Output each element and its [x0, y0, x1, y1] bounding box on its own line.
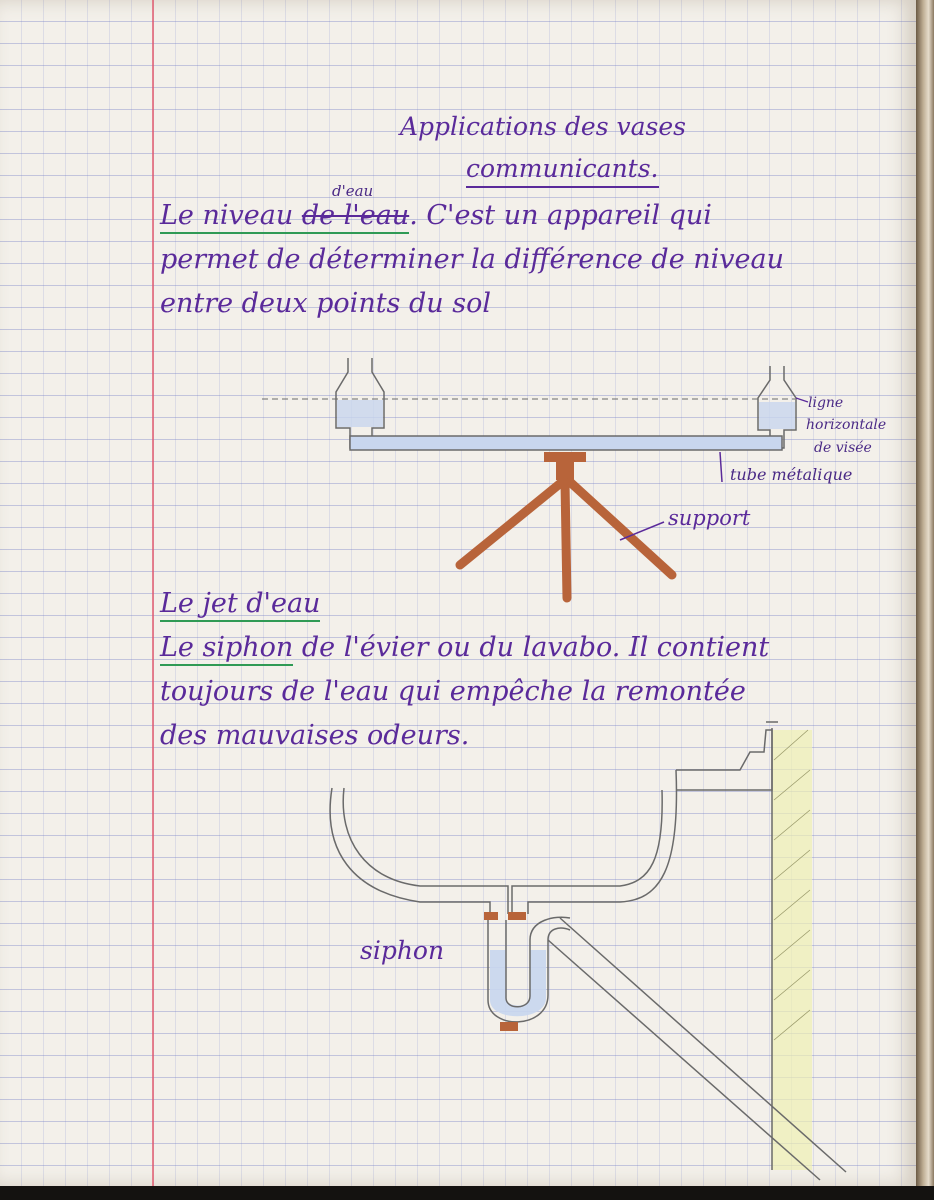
- level-line-2: permet de déterminer la différence de niveau: [160, 244, 785, 275]
- wall-bracket: [676, 730, 772, 790]
- jet-heading: Le jet d'eau: [160, 588, 320, 622]
- label-support: support: [668, 506, 751, 530]
- siphon-heading: Le siphon: [160, 632, 293, 666]
- level-line-3: entre deux points du sol: [160, 288, 492, 319]
- drain-collar-right: [508, 912, 526, 920]
- wall-fill: [772, 730, 812, 1170]
- level-heading: Le niveau: [160, 200, 294, 231]
- page-title-line-1: Applications des vases: [400, 112, 686, 141]
- level-line-1-rest: . C'est un appareil qui: [409, 200, 712, 231]
- inserted-word: d'eau: [332, 182, 374, 200]
- label-sight-line-1: ligne: [808, 395, 844, 411]
- siphon-line-3: des mauvaises odeurs.: [160, 720, 470, 751]
- drain-collar-left: [484, 912, 498, 920]
- basin-inner-right: [512, 790, 662, 914]
- basin-outer-right: [528, 770, 677, 914]
- siphon-label: siphon: [360, 936, 445, 965]
- label-sight-line-2: horizontale: [806, 417, 887, 433]
- label-sight-line-3: de visée: [814, 440, 872, 456]
- siphon-line-1-rest: de l'évier ou du lavabo. Il contient: [293, 632, 770, 663]
- page-title-underlined: communicants.: [466, 154, 659, 188]
- basin-outer: [330, 788, 490, 914]
- struck-word: de l'eau: [301, 200, 410, 231]
- siphon-line-2: toujours de l'eau qui empêche la remontée: [160, 676, 746, 707]
- label-tube: tube métalique: [730, 465, 853, 484]
- siphon-plug: [500, 1022, 518, 1031]
- basin-inner: [343, 788, 508, 914]
